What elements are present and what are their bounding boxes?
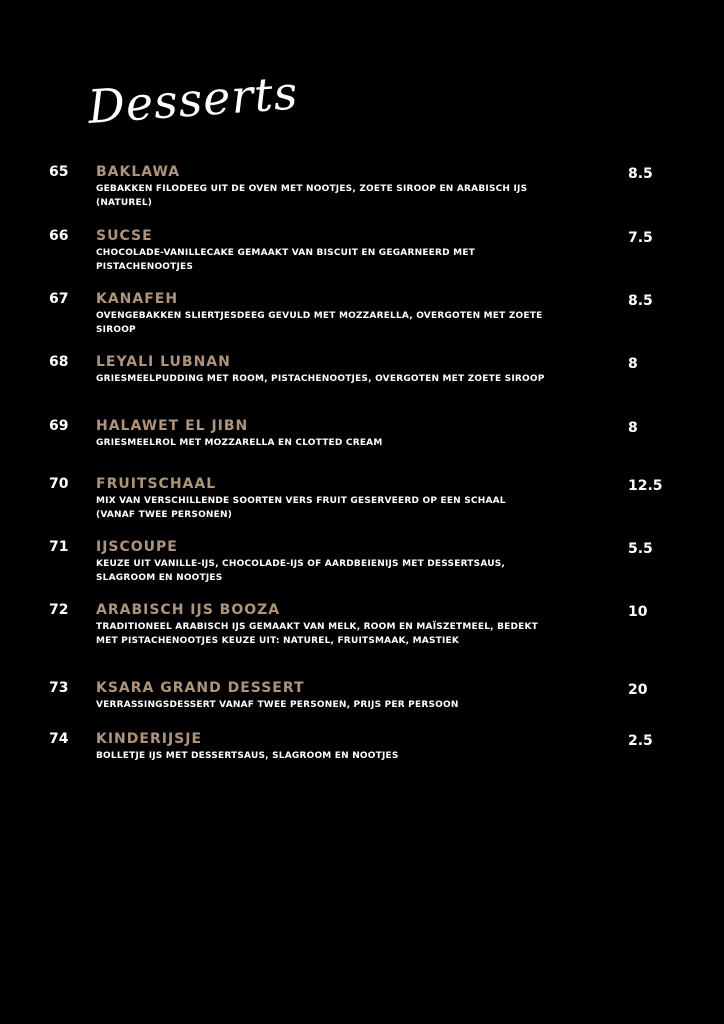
item-number: 73 bbox=[49, 680, 69, 696]
item-name: SUCSE bbox=[96, 228, 153, 244]
item-description: GRIESMEELROL MET MOZZARELLA EN CLOTTED CREAM bbox=[96, 438, 383, 448]
item-name: BAKLAWA bbox=[96, 164, 181, 180]
item-number: 65 bbox=[49, 164, 69, 180]
item-name: KINDERIJSJE bbox=[96, 731, 203, 747]
item-number: 67 bbox=[49, 291, 69, 307]
item-name: KANAFEH bbox=[96, 291, 179, 307]
item-price: 8.5 bbox=[628, 293, 653, 309]
item-description: GRIESMEELPUDDING MET ROOM, PISTACHENOOTJES, OVERGOTEN MET ZOETE SIROOP bbox=[96, 374, 545, 384]
item-number: 70 bbox=[49, 476, 69, 492]
item-name: ARABISCH IJS BOOZA bbox=[96, 602, 281, 618]
item-number: 71 bbox=[49, 539, 69, 555]
item-description: KEUZE UIT VANILLE-IJS, CHOCOLADE-IJS OF AARDBEIENIJS MET DESSERTSAUS, SLAGROOM EN NOOTJES bbox=[96, 559, 506, 583]
item-price: 8.5 bbox=[628, 166, 653, 182]
item-description: BOLLETJE IJS MET DESSERTSAUS, SLAGROOM EN NOOTJES bbox=[96, 751, 399, 761]
item-description: OVENGEBAKKEN SLIERTJESDEEG GEVULD MET MOZZARELLA, OVERGOTEN MET ZOETE SIROOP bbox=[96, 311, 543, 335]
item-price: 20 bbox=[628, 682, 648, 698]
item-number: 72 bbox=[49, 602, 69, 618]
item-price: 2.5 bbox=[628, 733, 653, 749]
item-price: 10 bbox=[628, 604, 648, 620]
item-price: 12.5 bbox=[628, 478, 663, 494]
item-price: 7.5 bbox=[628, 230, 653, 246]
item-name: IJSCOUPE bbox=[96, 539, 178, 555]
item-name: FRUITSCHAAL bbox=[96, 476, 217, 492]
item-name: HALAWET EL JIBN bbox=[96, 418, 249, 434]
item-price: 5.5 bbox=[628, 541, 653, 557]
item-description: CHOCOLADE-VANILLECAKE GEMAAKT VAN BISCUIT EN GEGARNEERD MET PISTACHENOOTJES bbox=[96, 248, 476, 272]
page-title: Desserts bbox=[86, 65, 300, 134]
item-description: GEBAKKEN FILODEEG UIT DE OVEN MET NOOTJES, ZOETE SIROOP EN ARABISCH IJS (NATUREL) bbox=[96, 184, 528, 208]
item-name: LEYALI LUBNAN bbox=[96, 354, 231, 370]
item-description: VERRASSINGSDESSERT VANAF TWEE PERSONEN, PRIJS PER PERSOON bbox=[96, 700, 459, 710]
item-number: 68 bbox=[49, 354, 69, 370]
item-name: KSARA GRAND DESSERT bbox=[96, 680, 305, 696]
item-number: 74 bbox=[49, 731, 69, 747]
item-number: 66 bbox=[49, 228, 69, 244]
item-number: 69 bbox=[49, 418, 69, 434]
item-description: MIX VAN VERSCHILLENDE SOORTEN VERS FRUIT GESERVEERD OP EEN SCHAAL (VANAF TWEE PERSONEN) bbox=[96, 496, 506, 520]
item-description: TRADITIONEEL ARABISCH IJS GEMAAKT VAN MELK, ROOM EN MAÏSZETMEEL, BEDEKT MET PISTACHENOOTJES KEUZE UIT: NATUREL, FRUITSMAAK, MASTIEK bbox=[96, 622, 539, 646]
item-price: 8 bbox=[628, 356, 638, 372]
item-price: 8 bbox=[628, 420, 638, 436]
